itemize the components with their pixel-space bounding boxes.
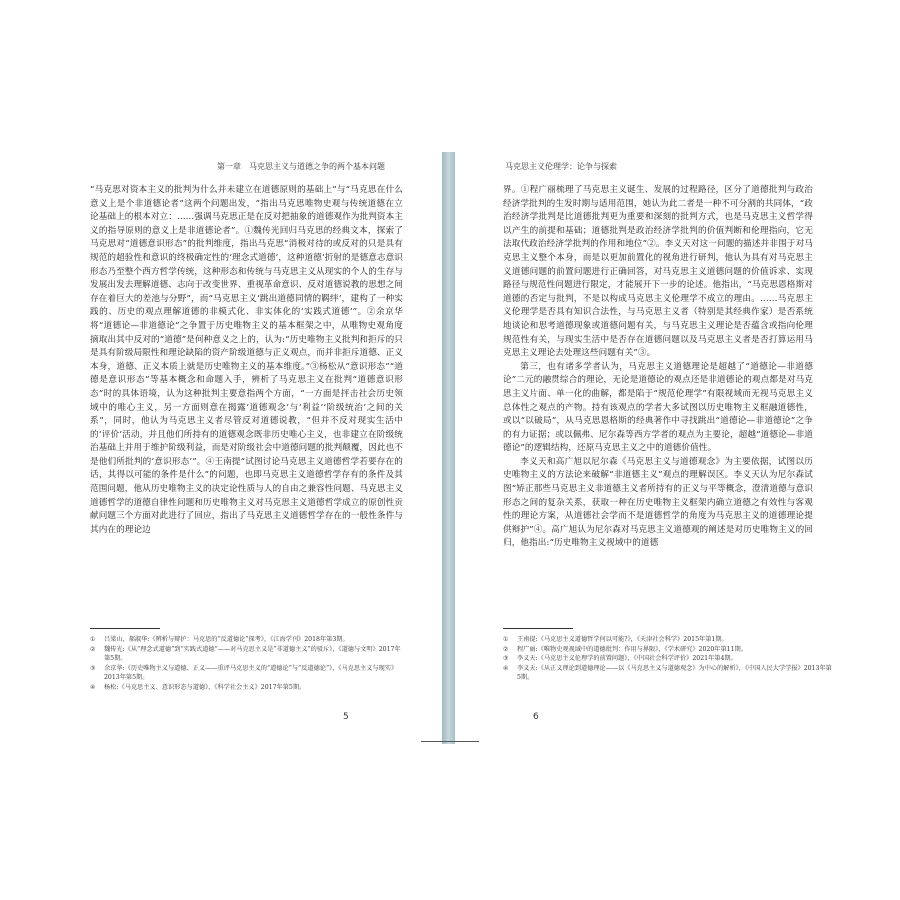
footnote-number: ③ (90, 664, 96, 672)
footnotes (65, 635, 405, 693)
footnote (90, 635, 405, 645)
footnote-rule (90, 628, 160, 629)
paragraph: 李义天和高广旭以尼尔森《马克思主义与道德观念》为主要依据，试图以历史唯物主义的方法论来破解“非道德主义”观点的理解误区。李义天认为尼尔森试图“矫正那些马克思主义非道德主义者所持有的正义与平等概念，澄清道德与意识形态之间的复杂关系，获取一种在历史唯物主义框架内确立道德之有效性与客观性的理论方案，从道德社会学而不是道德哲学的角度为马克思主义的道德理论提供辩护”④。高广旭认为尼尔森对马克思主义道德观的阐述是对历史唯物主义的回归，他指出:“历史唯物主义视域中的道德 (503, 456, 813, 549)
footnote (503, 654, 835, 664)
running-header: 马克思主义伦理学：论争与探索 (505, 162, 617, 171)
paragraph: “马克思对资本主义的批判为什么并未建立在道德原则的基础上”与“马克思在什么意义上是个非道德论者”这两个问题出发，“指出马克思唯物史观与传统道德在立论基础上的根本对立：……强调马克思正是在反对把抽象的道德观作为批判资本主义的指导原则的意义上是非道德论者”。①魏传光回归马克思的经典文本，探索了马克思对“道德意识形态”的批判维度，指出马克思“消极对待的或反对的只是具有规范的超验性和意识的终极确定性的‘理念式道德’，这种道德‘折射的是德意志意识形态乃至整个西方哲学传统，这种形态和传统与马克思主义从现实的个人的生存与发展出发去理解道德、志向于改变世界、重视革命意识、反对道德说教的思想之间存在着巨大的差池与分野”，而“马克思主义‘跳出道德同情的羁绊’，建构了一种实践的、历史的观点理解道德的非模式化、非实体化的‘实践式道德’”。②余京华将“道德论—非道德论”之争置于历史唯物主义的基本框架之中，从唯物史观角度摘取出其中反对的“道德”是何种意义之上的，认为:“历史唯物主义批判和拒斥的只是具有阶级局限性和理论缺陷的资产阶级道德与正义观点，而并非拒斥道德、正义本身，道德、正义本质上就是历史唯物主义的基本维度。”③杨松从“意识形态”“道德是意识形态”等基本概念和命题入手，辨析了马克思主义在批判“道德意识形态”时的具体语境，认为这种批判主要意指两个方面，“一方面是抨击社会历史领域中的唯心主义，另一方面则意在揭露‘道德观念’与‘利益’‘阶级统治’之间的关系”，同时，他认为马克思主义者尽管反对道德说教，“但并不反对现实生活中的‘评价’活动，并且他们所持有的道德观念既非历史唯心主义，也非建立在阶级统治基础上并用于维护阶级利益，而是对阶级社会中道德问题的批判颠覆，因此也不是他们所批判的‘意识形态’”。④王南提“试图讨论马克思主义道德哲学若要存在的话，其得以可能的条件是什么”的问题，也即马克思主义道德哲学存有的条件及其范围问题，他从历史唯物主义的决定论性质与人的自由之兼容性问题、马克思主义道德哲学的道德自律性问题和历史唯物主义对马克思主义道德哲学成立的原创性贡献问题三个方面对此进行了回应，指出了马克思主义道德哲学存在的一般性条件与其内在的理论边 (90, 185, 403, 535)
footnote-number: ② (90, 645, 96, 653)
footnote (503, 645, 835, 655)
footnote-number: ② (503, 645, 509, 653)
body-text (65, 184, 405, 624)
footnote (90, 664, 405, 683)
footnote-number: ① (503, 636, 509, 643)
paragraph: 第三，也有诸多学者认为，马克思主义道德理论是超越了“道德论—非道德论”二元的融贯综合的理论，无论是道德论的观点还是非道德论的观点都是对马克思主义片面、单一化的曲解，都是陷于“规范伦理学”有限视域而无视马克思主义总体性之观点的产物。持有该观点的学者大多试图以历史唯物主义框融道德性，或以“以破局”，从马克思恩格斯的经典著作中寻找跳出“道德论—非道德论”之争的有力证据；或以佩弗、尼尔森等西方学者的观点为主要论，超越“道德论—非道德论”的逻辑结构，还原马克思主义之中的道德价值性。 (503, 361, 813, 454)
body-text (495, 184, 835, 624)
book-baseline (421, 741, 479, 742)
footnote (90, 645, 405, 664)
footnote-text: 魏传光:《从“理念式道德”到“实践式道德”——对马克思主义是“非道德主义”的驳斥》，《道德与文明》2017年第5期。 (104, 645, 401, 663)
footnote-rule (503, 628, 573, 629)
footnote (503, 635, 835, 645)
footnote-number: ③ (503, 655, 509, 663)
running-header: 第一章 马克思主义与道德之争的两个基本问题 (217, 162, 385, 171)
right-page (495, 160, 835, 740)
footnote-text: 李义天:《从正义理论到道德理论——以《马克思主义与道德观念》为中心的解析》，《中国人民大学学报》2013年第5期。 (517, 664, 832, 682)
left-page (65, 160, 405, 740)
paragraph: 界。①程广丽梳理了马克思主义诞生、发展的过程路径，区分了道德批判与政治经济学批判的生发时期与适用范围，她认为此二者是一种不可分割的共同体，“政治经济学批判是比道德批判更为重要和深刻的批判方式，也是马克思主义哲学得以产生的前提和基础；道德批判是政治经济学批判的价值判断和伦理指向，它无法取代政治经济学批判的作用和地位”②。李义天对这一问题的描述并非围于对马克思主义整个本身，而是以更加前置化的视角进行研判，他认为具有对马克思主义道德问题的前置问题进行正确回答，对马克思主义道德问题的价值诉求、实现路径与规范性问题进行限定，才能展开下一步的论述。他指出，“马克思恩格斯对道德的否定与批判，不是以构成马克思主义伦理学不成立的理由。……马克思主义伦理学是否具有知识合法性，与马克思主义者（特别是其经典作家）是否系统地谈论和思考道德现象或道德问题有关，与马克思主义理论是否蕴含或指向伦理规范性有关，与现实生活中是否存在道德问题以及马克思主义者是否打算运用马克思主义理论去处理这些问题有关”③。 (503, 185, 813, 359)
book-gutter (442, 152, 455, 744)
footnote-text: 程广丽:《唯物史观视域中的道德批判：作用与界限》，《学术研究》2020年第11期。 (517, 645, 747, 653)
page-number: 6 (533, 712, 539, 722)
footnote-number: ④ (90, 683, 96, 691)
footnote-text: 余京华:《历史唯物主义与道德、正义——重评马克思主义的“道德论”与“反道德论”》，《马克思主义与现实》2013年第5期。 (104, 664, 398, 682)
footnote-text: 杨松:《马克思主义、意识形态与道德》，《科学社会主义》2017年第5期。 (104, 683, 306, 691)
footnotes (495, 635, 835, 683)
page-number: 5 (343, 712, 349, 722)
footnote-text: 吕梁山，郝淑华:《辨析与辩护：马克思的“反道德论”探考》，《江海学刊》2018年第3期。 (104, 636, 349, 643)
footnote-text: 王南提:《马克思主义道德哲学何以可能?》，《天津社会科学》2015年第1期。 (517, 636, 728, 643)
footnote-text: 李义天:《马克思主义伦理学的前置问题》，《中国社会科学评价》2021年第4期。 (517, 655, 737, 663)
footnote (90, 683, 405, 693)
footnote (503, 664, 835, 683)
footnote-number: ① (90, 636, 96, 643)
footnote-number: ④ (503, 664, 509, 672)
